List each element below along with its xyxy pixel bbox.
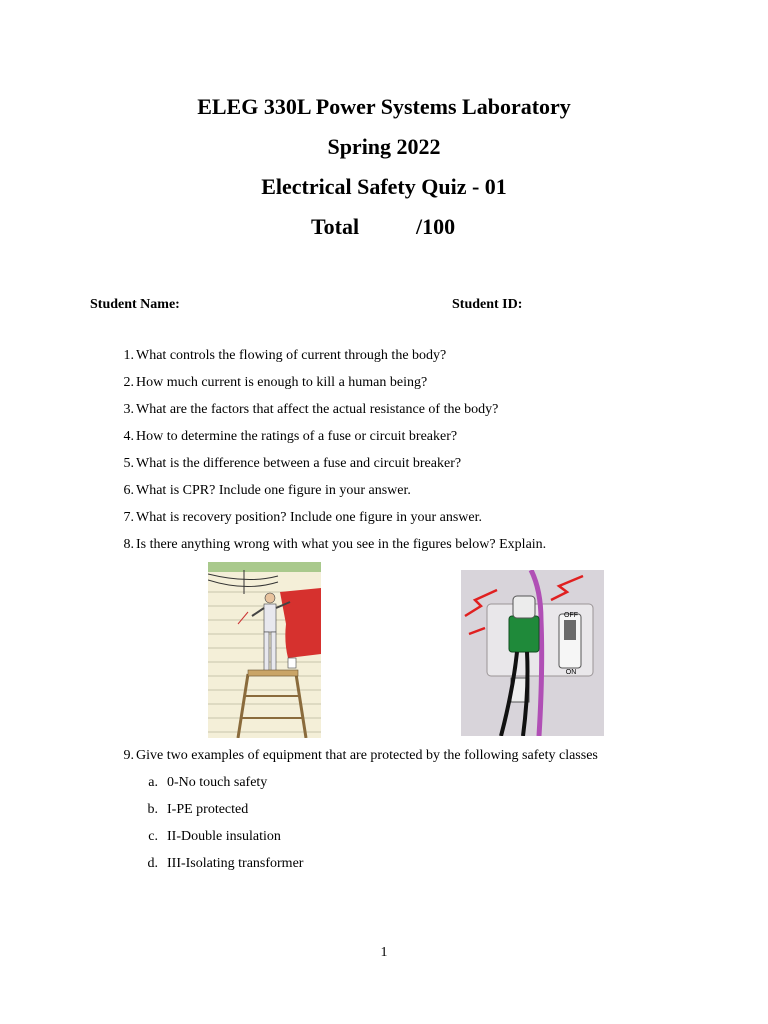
subitem-letter: d. xyxy=(147,856,158,871)
subitem-letter: b. xyxy=(147,802,158,817)
switch-on-label: ON xyxy=(565,669,577,676)
subitem-text: I-PE protected xyxy=(167,802,249,817)
question-text: How much current is enough to kill a human being? xyxy=(136,375,428,390)
question-text: Give two examples of equipment that are protected by the following safety classes xyxy=(136,748,598,763)
question-number: 3. xyxy=(123,402,134,417)
total-label: Total xyxy=(311,214,360,239)
subitem-text: III-Isolating transformer xyxy=(167,856,304,871)
outlet-switch-illustration xyxy=(461,570,604,736)
switch-off-label: OFF xyxy=(564,612,578,619)
question-number: 6. xyxy=(123,483,134,498)
question-text: What are the factors that affect the actual resistance of the body? xyxy=(136,402,499,417)
painter-ladder-illustration xyxy=(208,562,321,738)
question-number: 2. xyxy=(123,375,134,390)
subitem-letter: a. xyxy=(148,775,158,790)
question-text: Is there anything wrong with what you see in the figures below? Explain. xyxy=(136,537,547,552)
question-number: 4. xyxy=(123,429,134,444)
question-text: How to determine the ratings of a fuse or circuit breaker? xyxy=(136,429,458,444)
question-number: 7. xyxy=(123,510,134,525)
student-name-label: Student Name: xyxy=(90,297,180,312)
question-text: What controls the flowing of current through the body? xyxy=(136,348,447,363)
question-text: What is the difference between a fuse and circuit breaker? xyxy=(136,456,462,471)
page-number: 1 xyxy=(380,945,388,960)
question-text: What is CPR? Include one figure in your answer. xyxy=(136,483,411,498)
quiz-title: Electrical Safety Quiz - 01 xyxy=(261,174,507,199)
student-id-label: Student ID: xyxy=(452,297,523,312)
question-number: 9. xyxy=(123,748,134,763)
subitem-text: 0-No touch safety xyxy=(167,775,268,790)
painter-ladder-figure xyxy=(208,562,321,738)
course-title: ELEG 330L Power Systems Laboratory xyxy=(197,94,571,119)
term-title: Spring 2022 xyxy=(327,134,441,159)
subitem-text: II-Double insulation xyxy=(167,829,281,844)
question-text: What is recovery position? Include one figure in your answer. xyxy=(136,510,483,525)
question-number: 1. xyxy=(123,348,134,363)
outlet-switch-figure xyxy=(461,570,604,736)
total-score: /100 xyxy=(416,214,456,239)
question-number: 5. xyxy=(123,456,134,471)
question-number: 8. xyxy=(123,537,134,552)
subitem-letter: c. xyxy=(148,829,158,844)
